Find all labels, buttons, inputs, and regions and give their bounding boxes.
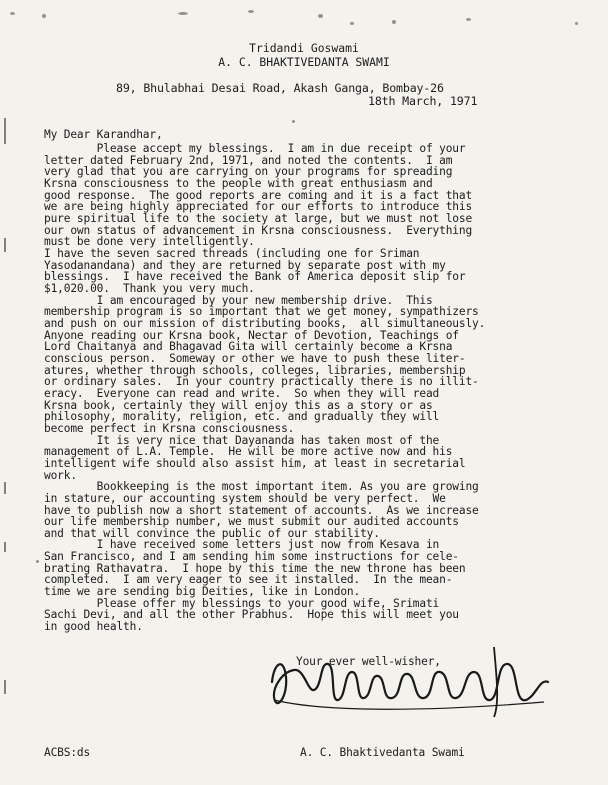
margin-mark <box>4 118 6 144</box>
body-line: Lord Chaitanya and Bhagavad Gita will certainly become a Krsna <box>44 340 453 354</box>
body-line: San Francisco, and I am sending him some instructions for cele- <box>44 550 459 564</box>
body-line: very glad that you are carrying on your programs for spreading <box>44 165 453 179</box>
body-line: blessings. I have received the Bank of America deposit slip for <box>44 270 466 284</box>
body-line: our life membership number, we must submit our audited accounts <box>44 515 459 529</box>
scan-speck <box>318 14 323 18</box>
scan-speck <box>350 22 354 25</box>
body-line: or ordinary sales. In your country practically there is no illit- <box>44 375 479 389</box>
body-line: brating Rathavatra. I hope by this time the new throne has been <box>44 561 466 575</box>
body-line: must be done very intelligently. <box>44 235 255 249</box>
body-line: I have received some letters just now from Kesava in <box>44 538 440 552</box>
margin-mark <box>4 482 6 494</box>
body-line: eracy. Everyone can read and write. So when they will read <box>44 386 440 400</box>
body-line: completed. I am very eager to see it installed. In the mean- <box>44 573 453 587</box>
body-line: and that will convince the public of our stability. <box>44 526 380 540</box>
signatory-name: A. C. Bhaktivedanta Swami <box>300 746 465 759</box>
body-line: time we are sending big Deities, like in London. <box>44 585 361 599</box>
body-line: atures, whether through schools, colleges, libraries, membership <box>44 363 466 377</box>
reference-initials: ACBS:ds <box>44 746 91 759</box>
body-line: work. <box>44 468 77 482</box>
body-line: Yasodanandana) and they are returned by separate post with my <box>44 258 446 272</box>
scan-speck <box>42 14 46 18</box>
body-line: Krsna book, certainly they will enjoy this as a story or as <box>44 398 433 412</box>
body-line: have to publish now a short statement of accounts. As we increase <box>44 503 479 517</box>
body-line: in stature, our accounting system should be very perfect. We <box>44 491 446 505</box>
margin-mark <box>4 238 6 252</box>
body-line: membership program is so important that we get money, sympathizers <box>44 305 479 319</box>
body-line: Anyone reading our Krsna book, Nectar of Devotion, Teachings of <box>44 328 459 342</box>
scan-speck <box>466 18 471 21</box>
body-line: I have the seven sacred threads (including one for Sriman <box>44 246 420 260</box>
body-line: It is very nice that Dayananda has taken most of the <box>44 433 440 447</box>
scan-speck <box>10 12 15 15</box>
body-line: letter dated February 2nd, 1971, and noted the contents. I am <box>44 153 453 167</box>
body-line: pure spiritual life to the society at large, but we must not lose <box>44 212 473 225</box>
body-line: we are being highly appreciated for our efforts to introduce this <box>44 200 473 214</box>
scan-speck <box>248 10 254 13</box>
address: 89, Bhulabhai Desai Road, Akash Ganga, Bombay-26 <box>116 81 444 95</box>
body-line: Bookkeeping is the most important item. As you are growing <box>44 480 479 494</box>
scan-speck <box>292 120 295 123</box>
scan-speck <box>36 560 39 563</box>
body-line: and push on our mission of distributing books, all simultaneously. <box>44 316 486 330</box>
closing: Your ever well-wisher, <box>296 655 441 668</box>
body-line: become perfect in Krsna consciousness. <box>44 421 295 435</box>
margin-mark <box>4 680 6 694</box>
body-line: Please offer my blessings to your good wife, Srimati <box>44 596 440 610</box>
date: 18th March, 1971 <box>368 94 478 108</box>
letterhead-name: A. C. BHAKTIVEDANTA SWAMI <box>218 55 390 69</box>
body-line: Krsna consciousness to the people with great enthusiasm and <box>44 177 433 190</box>
body-line: Please accept my blessings. I am in due receipt of your <box>44 142 466 155</box>
body-line: conscious person. Someway or other we have to push these liter- <box>44 351 466 365</box>
scan-speck <box>575 22 578 25</box>
margin-mark <box>4 542 6 552</box>
body-line: Sachi Devi, and all the other Prabhus. Hope this will meet you <box>44 608 459 622</box>
letterhead-title: Tridandi Goswami <box>249 41 359 55</box>
body-line: intelligent wife should also assist him, at least in secretarial <box>44 456 466 470</box>
handwritten-signature <box>264 642 554 722</box>
salutation: My Dear Karandhar, <box>44 128 163 141</box>
body-line: our own status of advancement in Krsna consciousness. Everything <box>44 223 473 237</box>
body-line: $1,020.00. Thank you very much. <box>44 281 255 295</box>
body-line: philosophy, morality, religion, etc. and gradually they will <box>44 410 440 424</box>
scan-speck <box>178 12 188 15</box>
body-line: management of L.A. Temple. He will be more active now and his <box>44 445 453 459</box>
body-line: good response. The good reports are coming and it is a fact that <box>44 188 473 202</box>
body-line: I am encouraged by your new membership drive. This <box>44 293 433 307</box>
scan-speck <box>392 20 396 24</box>
body-line: in good health. <box>44 620 143 634</box>
